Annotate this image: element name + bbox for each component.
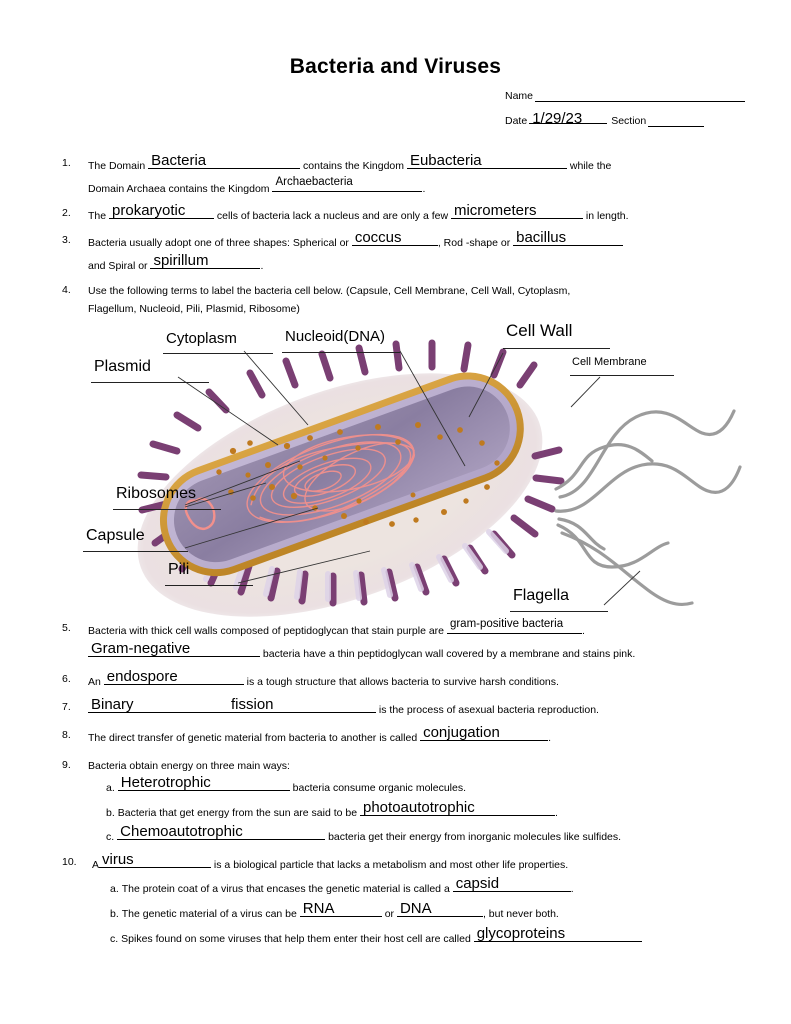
questions-bottom [62,620,732,952]
question-9-stem [88,757,732,775]
question-1-line-2 [88,178,732,201]
q5-blank-1[interactable] [447,620,582,634]
q3-answer-2: bacillus [516,229,567,246]
question-8-line-1 [88,724,732,750]
question-9c [88,825,732,850]
question-7-line-1 [88,696,732,722]
question-6-number: 6. [62,673,71,685]
question-2-number: 2. [62,207,71,219]
page-title: Bacteria and Viruses [289,55,502,78]
q10a-letter: a. [110,883,119,895]
q1-text-d: Domain Archaea contains the Kingdom [88,183,273,195]
q8-blank-1[interactable] [420,724,548,741]
q7-blank-2[interactable] [228,696,376,713]
diagram-underline-plasmid [91,382,209,383]
q9c-answer: Chemoautotrophic [120,823,243,840]
q9b-text-a: Bacteria that get energy from the sun are said to be [117,807,360,819]
q9b-answer: photoautotrophic [363,799,475,816]
diagram-underline-flagella [510,611,608,612]
q1-answer-3: Archaebacteria [275,176,353,188]
question-3-line-2 [88,252,732,278]
questions-top [62,152,732,318]
date-input[interactable] [529,110,607,127]
q10a-text-a: The protein coat of a virus that encases the genetic material is called a [121,883,453,895]
q1-answer-2: Eubacteria [409,152,482,169]
q10c-letter: c. [110,933,119,945]
q6-text-a: An [88,676,104,688]
q3-answer-1: coccus [354,229,402,246]
question-10a [92,877,732,902]
q10-blank[interactable] [99,851,211,868]
diagram-label-capsule: Capsule [86,527,145,544]
q1-text-b: contains the Kingdom [300,160,407,172]
question-6 [62,668,732,694]
question-9b [88,801,732,825]
question-10-stem [92,851,732,877]
q2-text-b: cells of bacteria lack a nucleus and are only a few [214,210,451,222]
question-10 [62,851,732,952]
question-2 [62,202,732,228]
q3-blank-2[interactable] [513,229,623,246]
question-9-number: 9. [62,759,71,771]
q10b-blank-2[interactable] [397,900,483,917]
question-3 [62,229,732,278]
q9c-letter: c. [106,831,115,843]
header-fields [505,90,745,140]
q10-stem-b: is a biological particle that lacks a metabolism and most other life properties. [211,859,569,871]
q5-answer-2: Gram-negative [91,640,191,657]
diagram-label-nucleoid: Nucleoid(DNA) [285,328,386,345]
diagram-label-flagella: Flagella [513,587,570,604]
q7-answer-2: fission [231,696,274,713]
question-1-number: 1. [62,157,71,169]
diagram-underline-cell-membrane [570,375,674,376]
q9-stem-text: Bacteria obtain energy on three main ways: [88,760,290,772]
q2-text-a: The [88,210,110,222]
question-4-line-1 [88,282,732,300]
q10b-answer-1: RNA [302,900,335,917]
diagram-underline-cytoplasm [163,353,273,354]
q9a-letter: a. [106,782,115,794]
q1-blank-2[interactable] [407,152,567,169]
question-1 [62,152,732,201]
q5-blank-2[interactable] [88,640,260,657]
diagram-underline-pili [165,585,253,586]
q5-text-b: . [581,625,585,637]
question-10c [92,927,732,952]
q7-answer-1: Binary [91,696,134,713]
q10a-answer: capsid [455,875,500,892]
question-10b [92,902,732,927]
name-label: Name [505,90,534,102]
q10b-text-b: or [381,908,397,920]
q10c-text-a: Spikes found on some viruses that help them enter their host cell are called [121,933,474,945]
q10-stem-a: A [92,859,100,871]
q10c-answer: glycoproteins [476,925,566,942]
diagram-underline-cell-wall [503,348,610,349]
question-9 [62,757,732,850]
q9b-text-b: . [555,807,558,819]
diagram-label-cell-membrane: Cell Membrane [572,356,647,368]
name-row [505,90,745,102]
q10b-blank-1[interactable] [300,900,382,917]
question-4 [62,282,732,318]
q3-text-d: . [260,260,264,272]
q4-instructions-2: Flagellum, Nucleoid, Pili, Plasmid, Ribosome) [88,303,300,315]
question-6-line-1 [88,668,732,694]
q10b-text-a: The genetic material of a virus can be [121,908,300,920]
diagram-label-pili: Pili [168,561,190,578]
question-3-number: 3. [62,234,71,246]
q8-answer-1: conjugation [423,724,500,741]
q1-text-e: . [422,183,426,195]
question-4-number: 4. [62,284,71,296]
question-8 [62,724,732,750]
flagella-layer [556,411,740,604]
q1-answer-1: Bacteria [151,152,207,169]
q3-text-c: and Spiral or [88,260,151,272]
q9a-blank[interactable] [118,774,290,791]
diagram-underline-ribosomes [113,509,221,510]
question-5-number: 5. [62,622,71,634]
q8-text-b: . [548,732,551,744]
q1-text-c: while the [566,160,612,172]
q7-blank-1[interactable] [88,696,228,713]
diagram-label-cell-wall: Cell Wall [506,321,573,340]
date-value: 1/29/23 [532,110,583,127]
q5-text-c: bacteria have a thin peptidoglycan wall covered by a membrane and stains pink. [260,648,636,660]
q1-text-a: The Domain [88,160,149,172]
question-5 [62,620,732,666]
question-2-line-1 [88,202,732,228]
question-5-line-2 [88,640,732,666]
q9b-blank[interactable] [360,799,555,816]
q3-blank-1[interactable] [352,229,438,246]
name-input[interactable] [535,101,745,102]
q7-text-a: is the process of asexual bacteria reproduction. [376,704,599,716]
diagram-label-ribosomes: Ribosomes [116,485,197,502]
q2-answer-2: micrometers [453,202,537,219]
q10a-text-b: . [570,883,574,895]
q5-text-a: Bacteria with thick cell walls composed of peptidoglycan that stain purple are [88,625,447,637]
q3-blank-3[interactable] [150,252,260,269]
q5-answer-1: gram-positive bacteria [449,618,564,630]
q2-text-c: in length. [582,210,629,222]
q2-blank-1[interactable] [109,202,214,219]
q8-text-a: The direct transfer of genetic material from bacteria to another is called [88,732,421,744]
question-10-number: 10. [62,856,77,868]
diagram-underline-capsule [83,551,188,552]
q10b-text-c: , but never both. [482,908,559,920]
q10-answer: virus [102,851,134,868]
question-1-line-1 [88,152,732,178]
q4-instructions-1: Use the following terms to label the bacteria cell below. (Capsule, Cell Membrane, Cell Wall, Cytoplasm, [88,285,571,297]
q10b-answer-2: DNA [399,900,432,917]
q6-blank-1[interactable] [104,668,244,685]
q9a-text: bacteria consume organic molecules. [289,782,467,794]
section-label: Section [611,115,647,127]
q9a-answer: Heterotrophic [120,774,211,791]
q3-text-b: , Rod -shape or [437,237,514,249]
diagram-label-plasmid: Plasmid [94,358,151,375]
q6-text-b: is a tough structure that allows bacteria to survive harsh conditions. [243,676,559,688]
q9c-blank[interactable] [117,823,325,840]
date-label: Date [505,115,528,127]
q10c-blank[interactable] [474,925,642,942]
q1-blank-3[interactable] [272,178,422,192]
q10b-letter: b. [110,908,119,920]
q6-answer-1: endospore [106,668,178,685]
question-7-number: 7. [62,701,71,713]
question-9a [88,775,732,801]
section-input[interactable] [648,126,704,127]
question-8-number: 8. [62,729,71,741]
diagram-underline-nucleoid [282,352,400,353]
q3-text-a: Bacteria usually adopt one of three shapes: Spherical or [88,237,352,249]
q1-blank-1[interactable] [148,152,300,169]
q2-answer-1: prokaryotic [112,202,186,219]
diagram-label-cytoplasm: Cytoplasm [166,330,237,347]
q9c-text: bacteria get their energy from inorganic molecules like sulfides. [325,831,622,843]
q2-blank-2[interactable] [451,202,583,219]
q9b-letter: b. [106,807,115,819]
date-section-row [505,110,745,127]
q3-answer-3: spirillum [153,252,209,269]
q10a-blank[interactable] [453,875,571,892]
bacteria-cell-diagram [0,315,791,620]
question-7 [62,696,732,722]
